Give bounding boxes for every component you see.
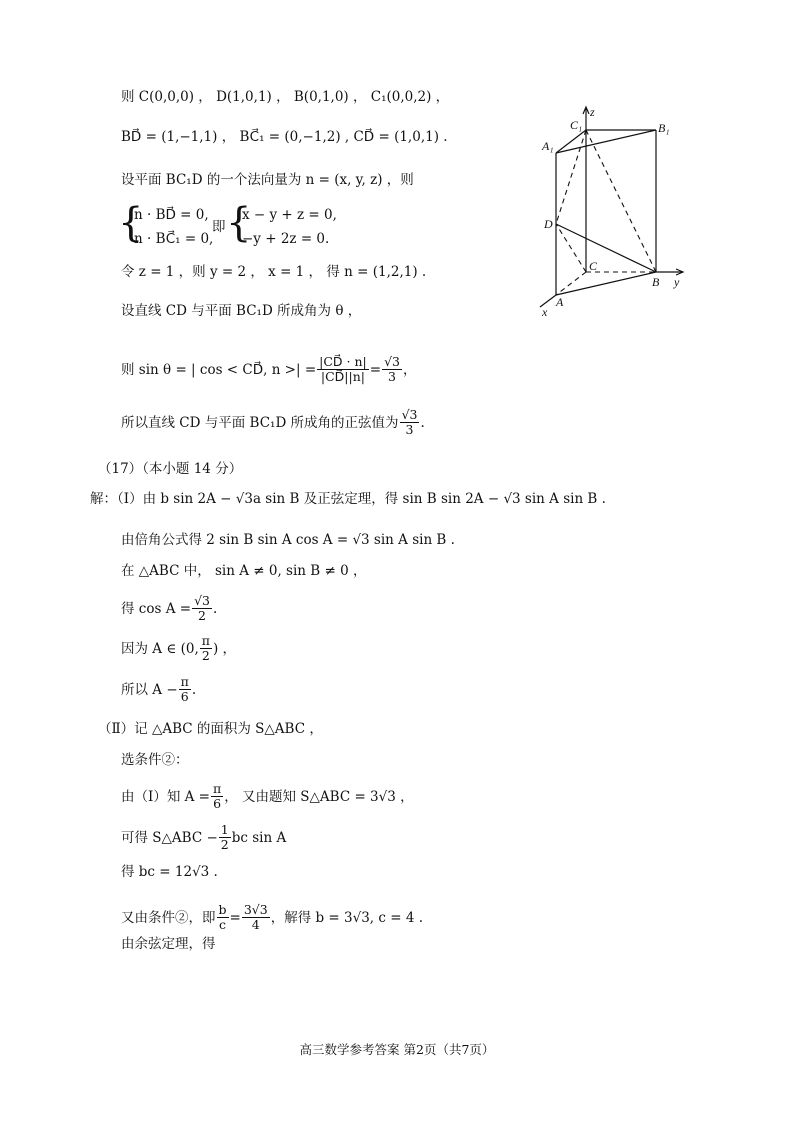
fraction-numerator: b bbox=[218, 902, 227, 917]
label-a1: A₁ bbox=[542, 139, 554, 153]
label-z: z bbox=[590, 105, 595, 119]
system-right-eq2: −y + 2z = 0. bbox=[242, 231, 330, 247]
cos-a-line bbox=[121, 594, 217, 623]
label-c1: C₁ bbox=[570, 118, 583, 132]
ratio-fraction-1 bbox=[217, 903, 229, 932]
label-x: x bbox=[542, 305, 548, 319]
choose-condition-line: 选条件②： bbox=[121, 752, 189, 768]
conclusion-suffix: . bbox=[420, 414, 425, 431]
angle-line: 设直线 CD 与平面 BC₁D 所成角为 θ ， bbox=[121, 303, 362, 319]
system-mid-label: 即 bbox=[212, 219, 226, 235]
fraction-numerator: |CD⃗ · n| bbox=[319, 354, 367, 369]
label-b1: B₁ bbox=[658, 121, 670, 135]
prism-figure bbox=[534, 100, 734, 320]
fraction-numerator: √3 bbox=[384, 354, 400, 369]
a-value-suffix: . bbox=[191, 681, 197, 698]
vectors-line: BD⃗ = (1,−1,1) ， BC⃗₁ = (0,−1,2) , CD⃗ = (1,0,1) . bbox=[121, 129, 448, 145]
area-formula-prefix: 可得 S△ABC − bbox=[121, 829, 218, 846]
part-1-start: 解：（Ⅰ）由 b sin 2A − √3a sin B 及正弦定理，得 sin B sin 2A − √3 sin A sin B . bbox=[90, 491, 606, 507]
given-area-suffix: ， 又由题知 S△ABC = 3√3 ， bbox=[224, 788, 414, 805]
sin-theta-fraction-2 bbox=[382, 355, 402, 384]
ratio-suffix: ，解得 b = 3√3, c = 4 . bbox=[270, 909, 424, 926]
a-value-line bbox=[121, 675, 196, 704]
given-area-line bbox=[121, 782, 414, 811]
equals-sign: = bbox=[229, 909, 241, 926]
double-angle-line: 由倍角公式得 2 sin B sin A cos A = √3 sin A sin B . bbox=[121, 532, 455, 548]
sin-theta-suffix: ， bbox=[402, 361, 417, 378]
label-c: C bbox=[589, 259, 598, 273]
hidden-edge-c1-d bbox=[556, 130, 586, 224]
fraction-denominator: 6 bbox=[180, 689, 189, 704]
given-area-fraction bbox=[211, 782, 223, 811]
hidden-edge-c1-b bbox=[586, 130, 656, 272]
fraction-denominator: 2 bbox=[220, 837, 229, 852]
a-range-fraction bbox=[200, 634, 212, 663]
area-formula-line bbox=[121, 823, 286, 852]
fraction-denominator: 3 bbox=[405, 422, 414, 437]
page-footer: 高三数学参考答案 第2页（共7页） bbox=[299, 1042, 495, 1057]
conclusion-line bbox=[121, 408, 425, 437]
cosine-rule-line: 由余弦定理，得 bbox=[121, 936, 216, 952]
fraction-numerator: √3 bbox=[194, 593, 210, 608]
area-formula-suffix: bc sin A bbox=[231, 829, 287, 846]
bc-value-line: 得 bc = 12√3 . bbox=[121, 864, 218, 880]
fraction-denominator: 3 bbox=[388, 369, 396, 384]
conclusion-prefix: 所以直线 CD 与平面 BC₁D 所成角的正弦值为 bbox=[121, 414, 399, 431]
ratio-line bbox=[121, 903, 423, 932]
label-y: y bbox=[674, 275, 680, 289]
sin-theta-line bbox=[121, 355, 416, 384]
normal-vector-line: 设平面 BC₁D 的一个法向量为 n = (x, y, z) ，则 bbox=[121, 172, 414, 188]
fraction-denominator: 2 bbox=[201, 648, 210, 663]
a-range-suffix: ) ， bbox=[212, 640, 237, 657]
part-2-heading: （Ⅱ）记 △ABC 的面积为 S△ABC ， bbox=[98, 721, 323, 737]
fraction-denominator: |CD⃗||n| bbox=[320, 369, 365, 384]
ratio-fraction-2 bbox=[242, 903, 270, 932]
fraction-denominator: 2 bbox=[198, 608, 206, 623]
question-17-heading: （17）（本小题 14 分） bbox=[98, 461, 243, 477]
label-b: B bbox=[652, 275, 660, 289]
left-brace: { bbox=[118, 200, 144, 246]
fraction-numerator: π bbox=[180, 674, 189, 689]
system-left-eq2: n · BC⃗₁ = 0, bbox=[134, 231, 214, 247]
fraction-numerator: 1 bbox=[220, 822, 229, 837]
a-value-prefix: 所以 A − bbox=[121, 681, 178, 698]
cos-a-suffix: . bbox=[212, 600, 218, 617]
fraction-numerator: π bbox=[201, 633, 210, 648]
system-right-eq1: x − y + z = 0, bbox=[242, 207, 337, 223]
sin-theta-prefix: 则 sin θ = | cos < CD⃗, n >| = bbox=[121, 361, 317, 378]
nonzero-line: 在 △ABC 中， sin A ≠ 0, sin B ≠ 0 ， bbox=[121, 563, 367, 579]
a-range-line bbox=[121, 634, 236, 663]
fraction-denominator: 4 bbox=[251, 917, 260, 932]
fraction-denominator: c bbox=[219, 917, 227, 932]
given-area-prefix: 由（Ⅰ）知 A = bbox=[121, 788, 210, 805]
label-d: D bbox=[544, 217, 553, 231]
fraction-numerator: √3 bbox=[401, 407, 418, 422]
solve-line: 令 z = 1 ，则 y = 2 ， x = 1 ， 得 n = (1,2,1) . bbox=[121, 264, 427, 280]
a-range-prefix: 因为 A ∈ (0, bbox=[121, 640, 199, 657]
fraction-numerator: 3√3 bbox=[243, 902, 268, 917]
cos-a-prefix: 得 cos A = bbox=[121, 600, 192, 617]
right-brace: { bbox=[226, 200, 252, 246]
area-formula-fraction bbox=[219, 823, 231, 852]
label-a: A bbox=[556, 295, 564, 309]
a-value-fraction bbox=[179, 675, 191, 704]
fraction-numerator: π bbox=[212, 781, 222, 796]
cos-a-fraction bbox=[192, 594, 212, 623]
sin-theta-fraction-1 bbox=[317, 355, 369, 384]
fraction-denominator: 6 bbox=[213, 796, 222, 811]
conclusion-fraction bbox=[400, 408, 420, 437]
equals-sign: = bbox=[369, 361, 382, 378]
system-left-eq1: n · BD⃗ = 0, bbox=[134, 207, 209, 223]
ratio-prefix: 又由条件②，即 bbox=[121, 909, 216, 926]
coords-line: 则 C(0,0,0) ， D(1,0,1) ， B(0,1,0) ， C₁(0,0,2) ， bbox=[121, 89, 450, 105]
